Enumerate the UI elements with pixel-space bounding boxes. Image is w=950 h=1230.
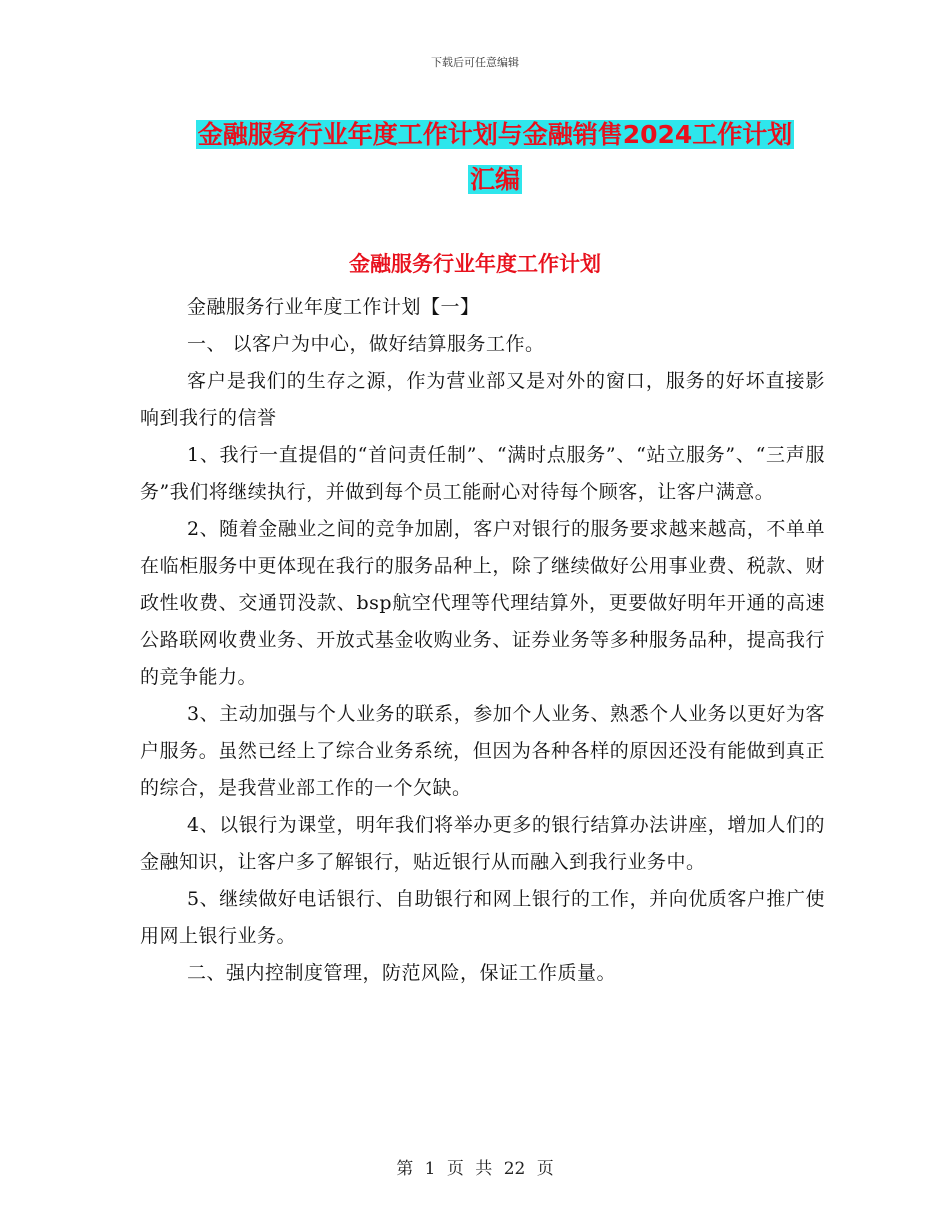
document-body <box>140 289 825 992</box>
section-title: 金融服务行业年度工作计划 <box>349 252 601 276</box>
document-title-line2: 汇编 <box>469 165 520 194</box>
paragraph-heading-1: 一、 以客户为中心，做好结算服务工作。 <box>187 333 545 355</box>
paragraph: 客户是我们的生存之源，作为营业部又是对外的窗口，服务的好坏直接影响到我行的信誉 <box>140 370 825 429</box>
page-number: 第 1 页 共 22 页 <box>396 1159 554 1179</box>
paragraph-item-5: 5、继续做好电话银行、自助银行和网上银行的工作，并向优质客户推广使用网上银行业务。 <box>140 888 825 947</box>
paragraph-item-1: 1、我行一直提倡的“首问责任制”、“满时点服务”、“站立服务”、“三声服务”我们将继续执行，并做到每个员工能耐心对待每个顾客，让客户满意。 <box>140 444 825 503</box>
page-header-note: 下载后可任意编辑 <box>431 56 519 69</box>
paragraph-item-4: 4、以银行为课堂，明年我们将举办更多的银行结算办法讲座，增加人们的金融知识，让客户多了解银行，贴近银行从而融入到我行业务中。 <box>140 814 825 873</box>
document-title <box>175 112 815 202</box>
paragraph-subtitle: 金融服务行业年度工作计划【一】 <box>187 296 480 318</box>
paragraph-item-3: 3、主动加强与个人业务的联系，参加个人业务、熟悉个人业务以更好为客户服务。虽然已经上了综合业务系统，但因为各种各样的原因还没有能做到真正的综合，是我营业部工作的一个欠缺。 <box>140 703 825 799</box>
paragraph-heading-2: 二、强内控制度管理，防范风险，保证工作质量。 <box>187 962 617 984</box>
document-title-line1: 金融服务行业年度工作计划与金融销售2024工作计划 <box>197 120 793 149</box>
paragraph-item-2: 2、随着金融业之间的竞争加剧，客户对银行的服务要求越来越高，不单单在临柜服务中更体现在我行的服务品种上，除了继续做好公用事业费、税款、财政性收费、交通罚没款、bsp航空代理等代理结算外，更要做好明年开通的高速公路联网收费业务、开放式基金收购业务、证券业务等多种服务品种，提高我行的竞争能力。 <box>140 518 825 688</box>
